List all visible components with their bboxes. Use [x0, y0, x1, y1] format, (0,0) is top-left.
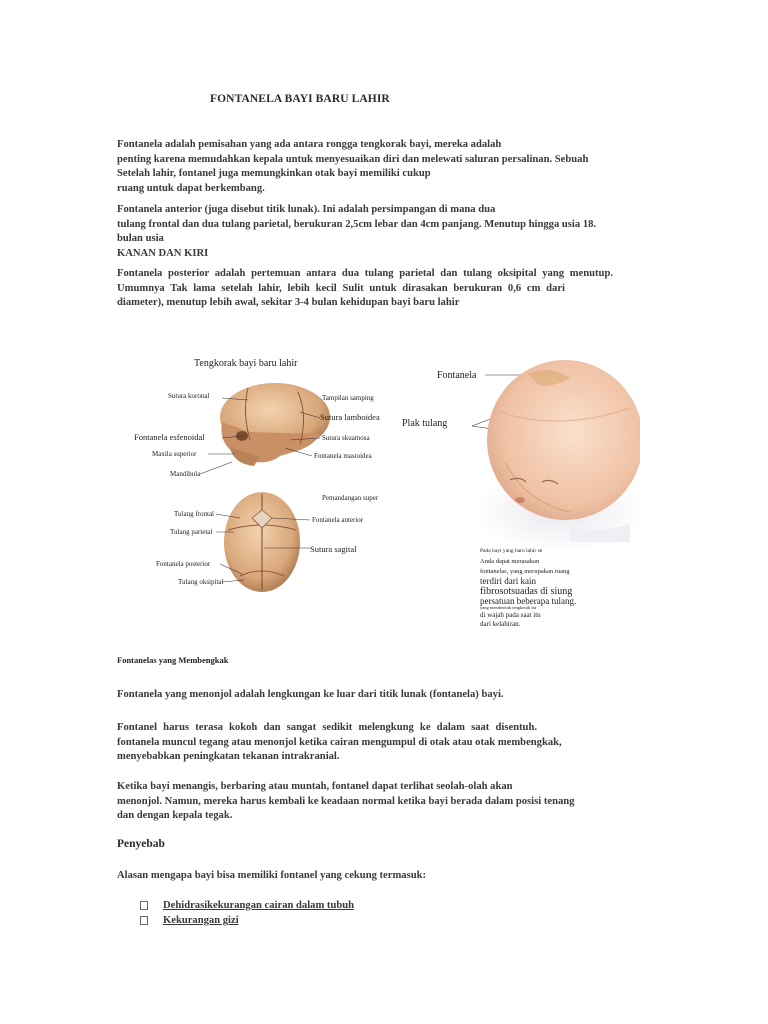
menonjol-paragraph: Fontanela yang menonjol adalah lengkungan ke luar dari titik lunak (fontanela) bayi.	[117, 689, 504, 700]
caption-line: yang membentuk tengkorak ini	[480, 605, 537, 610]
caption-line: dari kelahiran.	[480, 620, 521, 628]
caption-line: persatuan beberapa tulang.	[480, 596, 577, 606]
skull-title: Tengkorak bayi baru lahir	[194, 358, 298, 369]
fontanela-figure	[130, 352, 640, 632]
label-fontanela-esfenoidal: Fontanela esfenoidal	[134, 432, 205, 442]
label-sutura-koronal: Sutura koronal	[168, 392, 210, 400]
penyebab-heading: Penyebab	[117, 838, 165, 850]
caption-line: fibrosotsuadas di siung	[480, 586, 573, 597]
label-mandibula: Mandibula	[170, 470, 201, 478]
label-fontanela-posterior: Fontanela posterior	[156, 560, 211, 568]
anterior-paragraph: Fontanela anterior (juga disebut titik lunak). Ini adalah persimpangan di mana dua tulang frontal dan dua tulang parietal, berukuran 2,5cm lebar dan 4cm panjang. Menutup hingga usia 18. bulan usia KANAN DAN KIRI	[117, 204, 597, 259]
intro-paragraph: Fontanela adalah pemisahan yang ada antara rongga tengkorak bayi, mereka adalah penting karena memudahkan kepala untuk menyesuaikan diri dan melewati saluran persalinan. Sebuah Setelah lahir, fontanel juga memungkinkan otak bayi memiliki cukup ruang untuk dapat berkembang.	[117, 139, 589, 194]
bullet-icon	[140, 916, 148, 925]
label-sutura-sagital: Sutura sagital	[310, 544, 357, 554]
label-tulang-oksipital: Tulang oksipital	[178, 578, 224, 586]
caption-line: di wajah pada saat itu	[480, 611, 541, 619]
kokoh-paragraph: Fontanel harus terasa kokoh dan sangat sedikit melengkung ke dalam saat disentuh. fontanela muncul tegang atau menonjol ketika cairan mengumpul di otak atau otak membengkak, menyebabkan peningkatan tekanan intrakranial.	[117, 722, 562, 763]
bullet-link[interactable]: Kekurangan gizi	[163, 915, 239, 926]
label-fontanela-anterior: Fontanela anterior	[312, 516, 364, 524]
list-item	[140, 915, 239, 926]
caption-line: fontanelas, yang merupakan ruang	[480, 568, 570, 575]
menangis-paragraph: Ketika bayi menangis, berbaring atau muntah, fontanel dapat terlihat seolah-olah akan menonjol. Namun, mereka harus kembali ke keadaan normal ketika bayi berada dalam posisi tenang dan dengan kepala tegak.	[117, 781, 575, 822]
swelling-heading: Fontanelas yang Membengkak	[117, 655, 229, 665]
list-item	[140, 900, 354, 911]
label-sutura-lamboidea: Sutura lamboidea	[320, 412, 380, 422]
label-tulang-frontal: Tulang frontal	[174, 510, 214, 518]
caption-line: Pada bayi yang baru lahir se	[480, 548, 543, 554]
label-pemandangan-super: Pemandangan super	[322, 494, 379, 502]
bullet-icon	[140, 901, 148, 910]
posterior-paragraph: Fontanela posterior adalah pertemuan antara dua tulang parietal dan tulang oksipital yang menutup. Umumnya Tak lama setelah lahir, lebih kecil Sulit untuk dirasakan berukuran 0,6 cm dari diameter), menutup lebih awal, sekitar 3-4 bulan kehidupan bayi baru lahir	[117, 268, 613, 309]
label-tampilan-samping: Tampilan samping	[322, 394, 374, 402]
alasan-paragraph: Alasan mengapa bayi bisa memiliki fontanel yang cekung termasuk:	[117, 870, 427, 881]
label-fontanela: Fontanela	[437, 370, 477, 381]
label-sutura-skuamosa: Sutura skuamosa	[322, 434, 370, 442]
caption-line: Anda dapat merasakan	[480, 558, 540, 565]
label-fontanela-mastoidea: Fontanela mastoidea	[314, 452, 372, 460]
label-plak-tulang: Plak tulang	[402, 418, 448, 429]
label-maxila-superior: Maxila superior	[152, 450, 197, 458]
label-tulang-parietal: Tulang parietal	[170, 528, 213, 536]
top-skull	[224, 492, 300, 592]
bullet-link[interactable]: Dehidrasikekurangan cairan dalam tubuh	[163, 900, 355, 911]
caption-line: terdiri dari kain	[480, 576, 536, 586]
document-title: FONTANELA BAYI BARU LAHIR	[210, 93, 390, 105]
baby-head	[472, 360, 640, 552]
